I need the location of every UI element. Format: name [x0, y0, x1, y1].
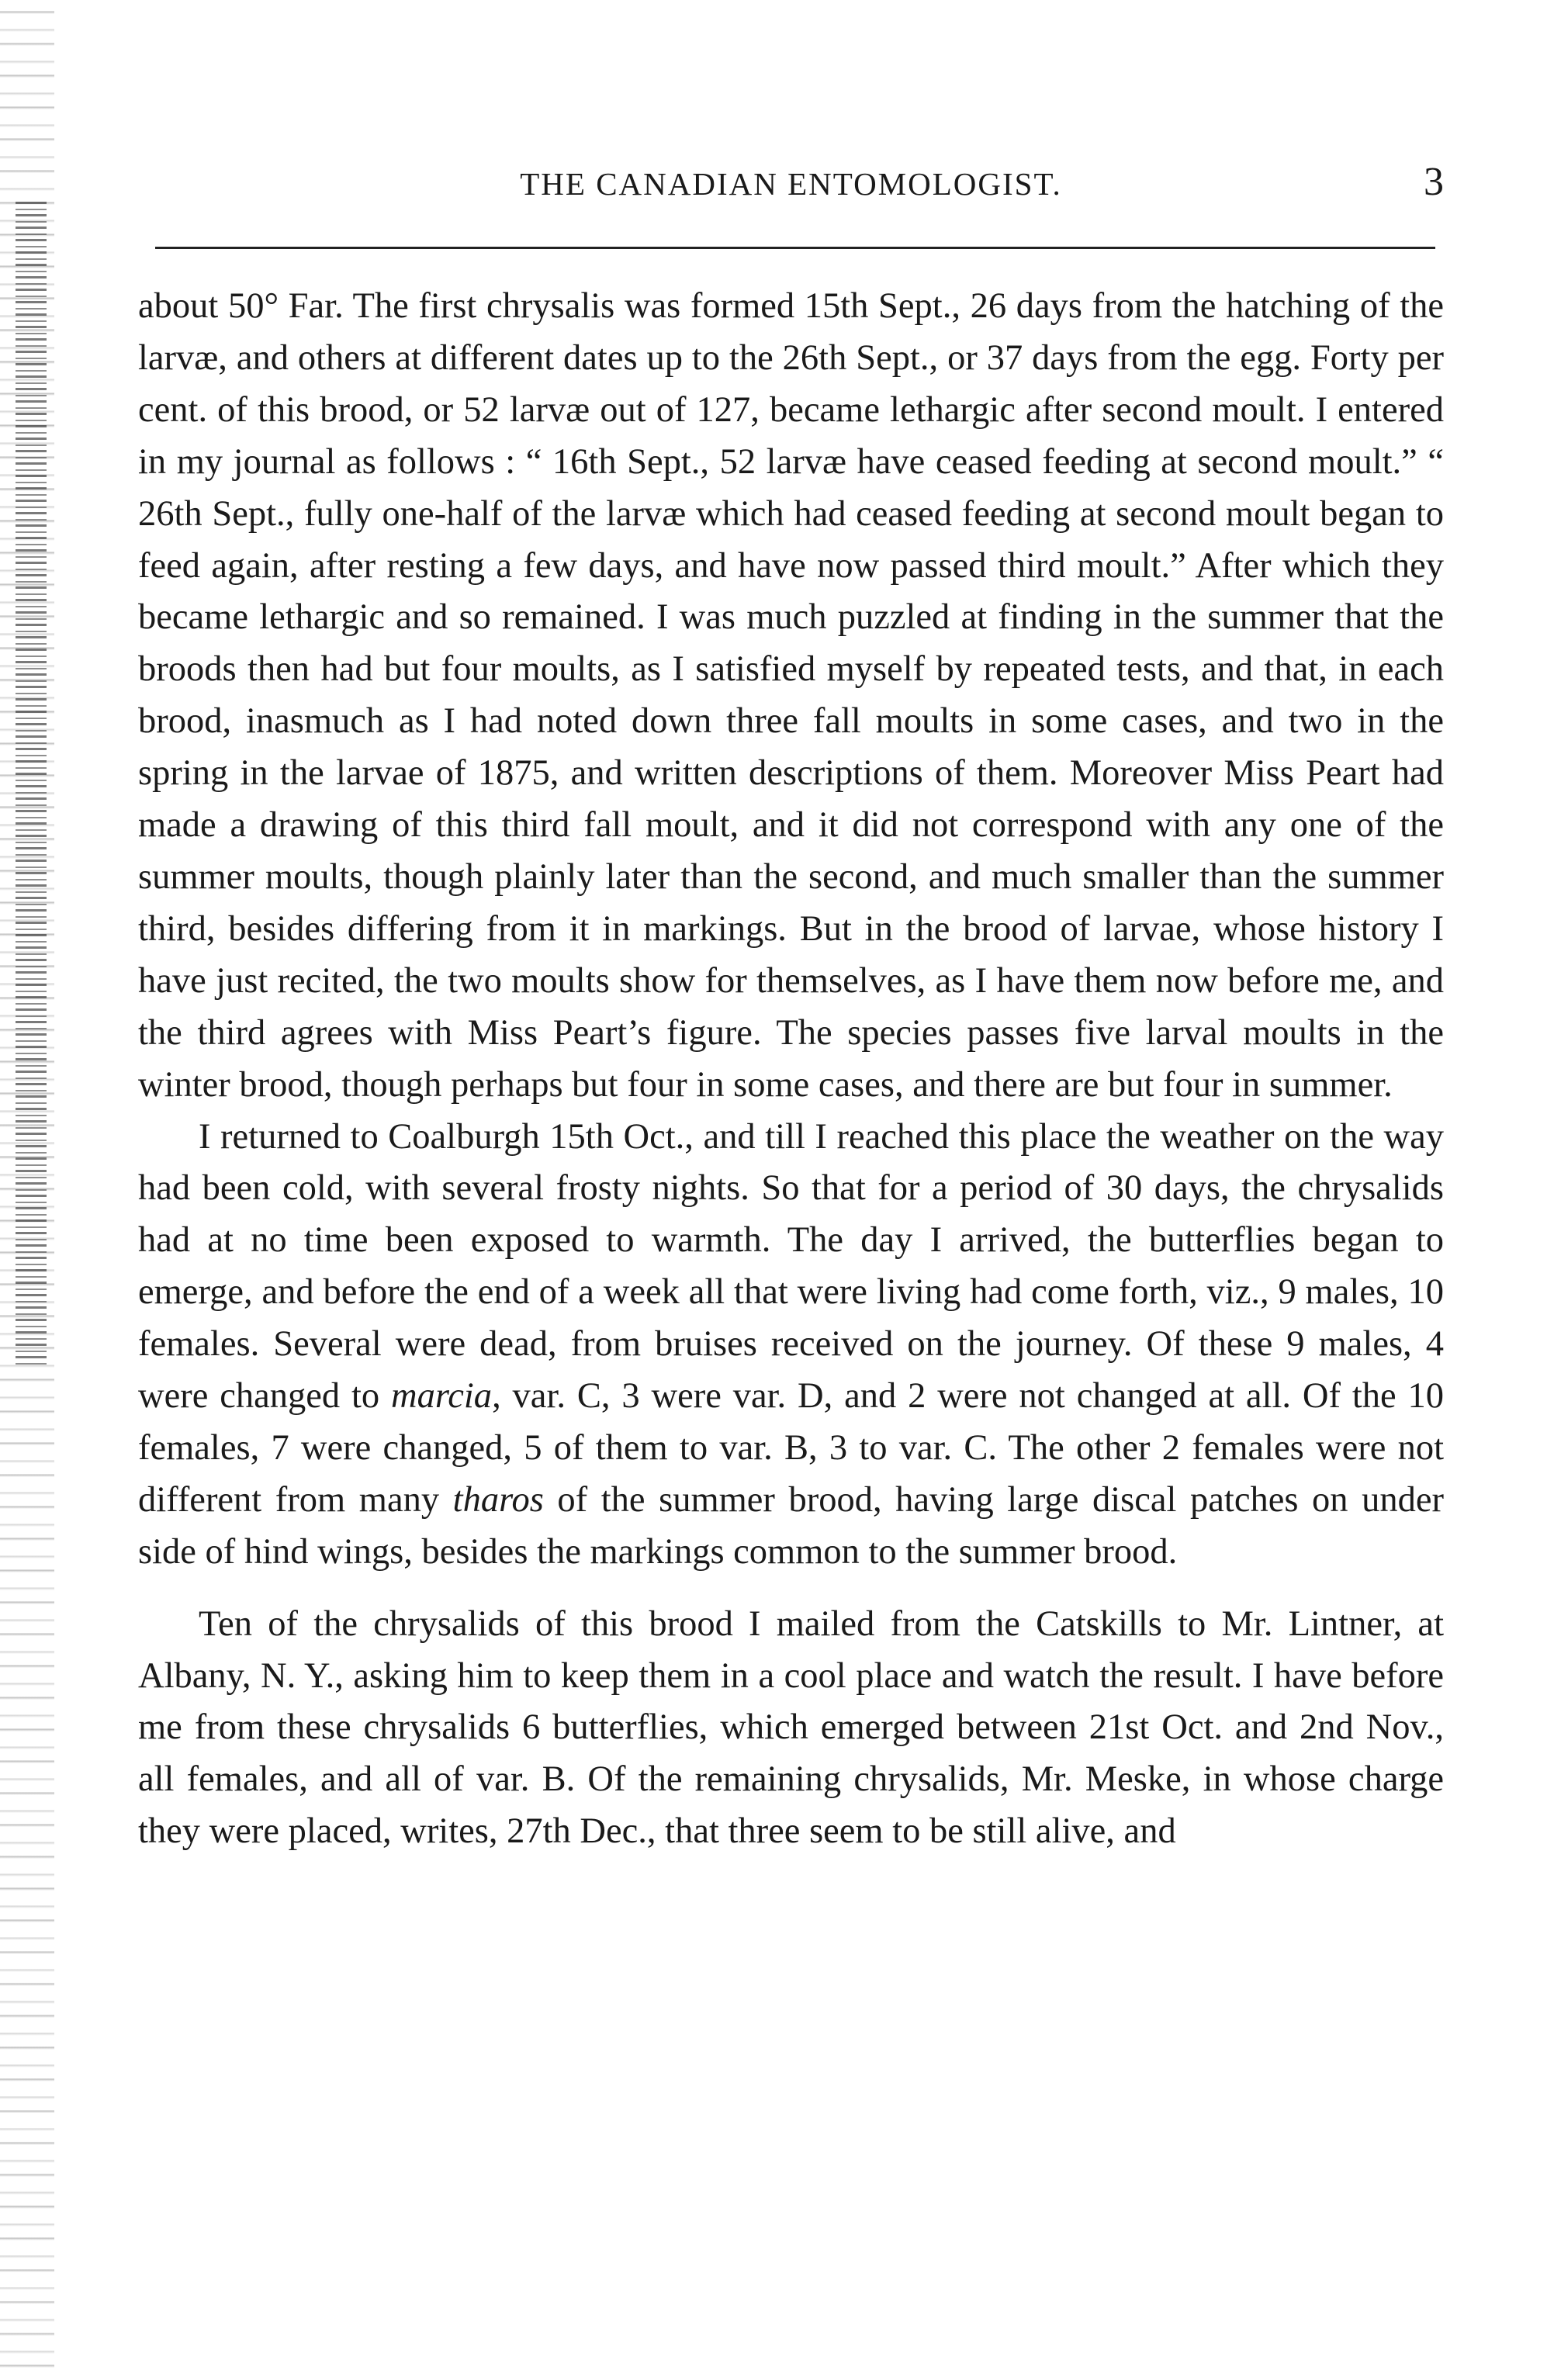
page-header — [138, 159, 1444, 213]
text-run: of the summer brood, having large discal patches on under side of hind wings, besides the markings common to the summer brood. — [138, 1479, 1444, 1572]
gutter-noise — [16, 202, 47, 1365]
text-run-italic: tharos — [452, 1479, 544, 1520]
body-text — [138, 281, 1444, 1858]
page-number: 3 — [1424, 160, 1444, 204]
paragraph — [138, 1112, 1444, 1579]
text-run: Ten of the chrysalids of this brood I mailed from the Catskills to Mr. Lintner, at Albany, N. Y., asking him to keep them in a cool place and watch the result. I have before me from these chrysalids 6 butterflies, which emerged between 21st Oct. and 2nd Nov., all females, and all of var. B. Of the remaining chrysalids, Mr. Meske, in whose charge they were placed, writes, 27th Dec., that three seem to be still alive, and — [138, 1603, 1444, 1852]
text-run-italic: marcia — [391, 1376, 493, 1417]
journal-title: THE CANADIAN ENTOMOLOGIST. — [520, 166, 1062, 202]
paragraph — [138, 281, 1444, 1112]
header-rule — [155, 247, 1435, 249]
text-run: I returned to Coalburgh 15th Oct., and till I reached this place the weather on the way had been cold, with several frosty nights. So that for a period of 30 days, the chrysalids had at no time been exposed to warmth. The day I arrived, the butterflies began to emerge, and before the end of a week all that were living had come forth, viz., 9 males, 10 females. Several were dead, from bruises received on the journey. Of these 9 males, 4 were changed to — [138, 1116, 1444, 1417]
text-run: about 50° Far. The first chrysalis was formed 15th Sept., 26 days from the hatching of the larvæ, and others at different dates up to the 26th Sept., or 37 days from the egg. Forty per cent. of this brood, or 52 larvæ out of 127, became lethargic after second moult. I entered in my journal as follows : “ 16th Sept., 52 larvæ have ceased feeding at second moult.” “ 26th Sept., fully one-half of the larvæ which had ceased feeding at second moult began to feed again, after resting a few days, and have now passed third moult.” After which they became lethargic and so remained. I was much puzzled at finding in the summer that the broods then had but four moults, as I satisfied myself by repeated tests, and that, in each brood, inasmuch as I had noted down three fall moults in some cases, and two in the spring in the larvae of 1875, and written descriptions of them. Moreover Miss Peart had made a drawing of this third fall moult, and it did not correspond with any one of the summer moults, though plainly later than the second, and much smaller than the summer third, besides differing from it in markings. But in the brood of larvae, whose history I have just recited, the two moults show for themselves, as I have them now before me, and the third agrees with Miss Peart’s figure. The species passes five larval moults in the winter brood, though perhaps but four in some cases, and there are but four in summer. — [138, 286, 1444, 1105]
text-run: , var. C, 3 were var. D, and 2 were not changed at all. Of the 10 females, 7 were changed, 5 of them to var. B, 3 to var. C. The other 2 females were not different from many — [138, 1376, 1444, 1520]
paragraph — [138, 1599, 1444, 1859]
